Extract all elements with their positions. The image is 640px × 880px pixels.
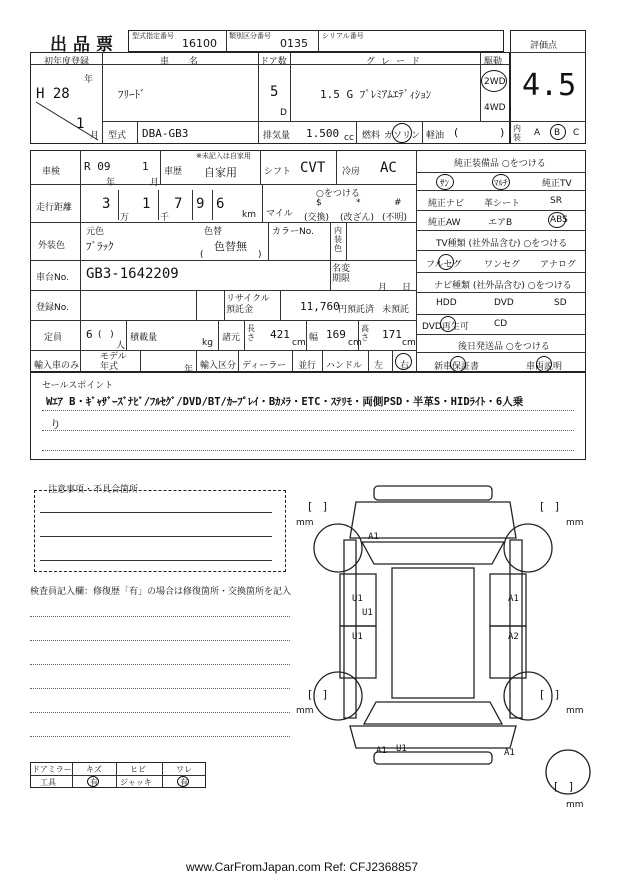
km-unit: km xyxy=(242,210,256,220)
drive-2wd-circle xyxy=(481,70,507,92)
door-type: D xyxy=(280,108,287,118)
tv-fullseg-circle xyxy=(438,254,454,270)
cooler: AC xyxy=(380,160,397,176)
width-label: 幅 xyxy=(309,333,319,343)
load-label: 積載量 xyxy=(130,333,158,343)
interior-b-circle xyxy=(550,124,566,140)
unknown: (不明) xyxy=(382,213,408,223)
sen-unit: 千 xyxy=(160,213,170,223)
mark-rear-a1: A1 xyxy=(376,746,387,756)
later-warranty-circle xyxy=(450,356,466,372)
navi-hdd: HDD xyxy=(436,298,457,308)
import-type-label: 輸入区分 xyxy=(200,361,237,371)
cooler-label: 冷房 xyxy=(342,167,361,177)
interior-label: 内装 xyxy=(513,124,521,142)
genuine-label: 純正装備品 ○をつける xyxy=(454,159,546,169)
history-note: ※未記入は自家用 xyxy=(196,152,251,160)
length-label: 長さ xyxy=(247,324,255,342)
equip-sr: SR xyxy=(550,196,562,206)
model-year-unit: 年 xyxy=(184,365,194,375)
legend-jack-circle xyxy=(177,776,189,787)
mileage-digit-3: 7 xyxy=(174,196,183,212)
chassis-label: 車台No. xyxy=(36,273,69,283)
tv-fullseg: フルセグ xyxy=(426,260,462,270)
month-unit: 月 xyxy=(90,131,100,141)
navi-dvd: DVD xyxy=(494,298,514,308)
handle-right: 右 xyxy=(400,361,410,371)
sales-point-line-1: Wｴｱ B・ｷﾞｬｻﾞｰｽﾞﾅﾋﾞ/ﾌﾙｾｸﾞ/DVD/BT/ｶｰﾌﾟﾚｲ・Bｶﾒﾗ・ETC・ｽﾃﾘﾓ・両側PSD・半革S・HIDﾗｲﾄ・6人乗 xyxy=(46,396,524,408)
fuel-label: 燃料 xyxy=(362,131,381,141)
mm-label-1: mm xyxy=(296,518,314,528)
unknown-mark: # xyxy=(394,198,402,208)
sales-point-line-2: り xyxy=(50,418,61,431)
legend-crack: ヒビ xyxy=(130,765,146,774)
interior-c: C xyxy=(573,128,580,138)
shaken-month-unit: 月 xyxy=(150,178,160,188)
legend-jack: ジャッキ xyxy=(120,778,152,787)
mark-left-sill-u1: U1 xyxy=(362,608,373,618)
legend-scratch: キズ xyxy=(86,765,102,774)
handle-right-circle xyxy=(395,353,412,370)
shift-label: シフト xyxy=(264,167,292,177)
person-unit: 人 xyxy=(116,341,126,351)
equip-navi: 純正ナビ xyxy=(428,199,465,209)
caution-label: 注意事項・不具合箇所 xyxy=(48,485,139,495)
dealer: ディーラー xyxy=(242,361,287,371)
model-year-label: モデル年式 xyxy=(100,352,127,372)
mark-left-door-u1: U1 xyxy=(352,594,363,604)
height-label: 高さ xyxy=(361,324,369,342)
legend-broken: ワレ xyxy=(176,765,192,774)
equip-abs-circle xyxy=(548,212,566,228)
equip-tv: 純正TV xyxy=(542,179,572,189)
mm-label-4: mm xyxy=(566,706,584,716)
length: 421 xyxy=(270,328,290,341)
mile-label: マイル xyxy=(266,209,293,219)
name-change-day: 日 xyxy=(402,283,412,293)
navi-dvd-play: DVD再生可 xyxy=(422,322,469,332)
legend-tools: 工具 xyxy=(40,778,56,787)
recycle-unit: 円預託済 xyxy=(338,305,375,315)
navi-cd: CD xyxy=(494,319,508,329)
mm-label-2: mm xyxy=(566,518,584,528)
year-unit: 年 xyxy=(84,75,94,85)
orig-color: ﾌﾞﾗｯｸ xyxy=(86,240,114,253)
kg-unit: kg xyxy=(202,338,213,348)
interior-b: B xyxy=(554,128,561,138)
category-label: 類別区分番号 xyxy=(229,32,271,40)
displacement-label: 排気量 xyxy=(263,131,291,141)
equip-airbag: エアB xyxy=(488,218,513,228)
drive-label: 駆動 xyxy=(484,57,503,67)
mark-front-a1: A1 xyxy=(368,532,379,542)
fuel-circle xyxy=(392,123,412,143)
legend-door-mirror: ドアミラー xyxy=(32,765,72,774)
exchange-mark: $ xyxy=(316,198,322,208)
tv-analog: アナログ xyxy=(540,260,577,270)
car-name: ﾌﾘｰﾄﾞ xyxy=(118,88,146,101)
first-reg-year: H 28 xyxy=(36,86,70,102)
rating-score: 4.5 xyxy=(522,68,577,103)
orig-color-label: 元色 xyxy=(86,227,105,237)
vehicle-type: DBA-GB3 xyxy=(142,127,189,140)
sheet-title: 出品票 xyxy=(50,35,119,55)
sales-point-label: セールスポイント xyxy=(42,381,114,391)
width: 169 xyxy=(326,328,346,341)
color-change: 色替無 xyxy=(214,240,247,253)
type-label: 型式 xyxy=(108,131,127,141)
drive-4wd: 4WD xyxy=(484,103,506,113)
tv-oneseg: ワンセグ xyxy=(484,260,521,270)
equip-leather: 革シート xyxy=(484,199,521,209)
drive-2wd: 2WD xyxy=(484,77,506,87)
name-change-month: 月 xyxy=(378,283,388,293)
capacity-label: 定員 xyxy=(44,333,63,343)
mm-label-3: mm xyxy=(296,706,314,716)
height: 171 xyxy=(382,328,402,341)
capacity: 6 xyxy=(86,328,93,341)
shaken-year-unit: 年 xyxy=(106,178,116,188)
shaken-label: 車検 xyxy=(42,167,61,177)
equip-sunroof-circle xyxy=(436,174,454,190)
parallel: 並行 xyxy=(298,361,317,371)
legend-tools-circle xyxy=(87,776,99,787)
category-no: 0135 xyxy=(280,37,308,50)
mark-right-door-a1: A1 xyxy=(508,594,519,604)
grade-label: グレード xyxy=(366,57,427,67)
mileage-digit-4: 9 xyxy=(196,196,205,212)
equip-abs: ABS xyxy=(550,215,568,225)
mm-label-5: mm xyxy=(566,800,584,810)
height-cm: cm xyxy=(402,338,416,348)
legend-jack-val: 有 xyxy=(180,778,188,787)
rating-label: 評価点 xyxy=(530,41,558,51)
grade: 1.5 G ﾌﾟﾚﾐｱﾑｴﾃﾞｨｼｮﾝ xyxy=(320,88,432,101)
modified-mark: * xyxy=(356,198,361,208)
recycle: 11,760 xyxy=(300,300,340,313)
color-change-label: 色替 xyxy=(204,227,223,237)
footer-ref: www.CarFromJapan.com Ref: CFJ2368857 xyxy=(186,860,419,874)
recycle-not: 未預託 xyxy=(382,305,410,315)
interior-color-label: 内装色 xyxy=(334,226,342,253)
fuel-gasoline: ガソリン xyxy=(384,131,421,141)
later-label: 後日発送品 ○をつける xyxy=(458,342,550,352)
mark-left-rear-u1: U1 xyxy=(352,632,363,642)
model-no: 16100 xyxy=(182,37,217,50)
cc-unit: cc xyxy=(344,133,354,143)
doors: 5 xyxy=(270,84,279,100)
later-warranty: 新車保証書 xyxy=(434,362,480,372)
shaken: R 09 xyxy=(84,160,111,173)
car-diagram xyxy=(296,478,596,818)
fuel-diesel: 軽油 xyxy=(426,131,445,141)
color-no-label: カラーNo. xyxy=(272,227,314,237)
width-cm: cm xyxy=(348,338,362,348)
man-unit: 万 xyxy=(120,213,130,223)
recycle-label: リサイクル預託金 xyxy=(226,294,270,315)
handle-left: 左 xyxy=(374,361,384,371)
equip-multi: ﾏﾙﾁ xyxy=(494,179,508,189)
equip-aw: 純正AW xyxy=(428,218,461,228)
model-no-label: 型式指定番号 xyxy=(132,32,174,40)
navi-dvd-play-circle xyxy=(440,316,456,332)
mark-rear-right-a1: A1 xyxy=(504,748,515,758)
sales-point-box xyxy=(30,372,586,460)
equip-multi-circle xyxy=(492,174,510,190)
later-manual: 車両説明 xyxy=(526,362,563,372)
shaken-month: 1 xyxy=(142,160,149,173)
color-label: 外装色 xyxy=(38,241,66,251)
inspector-label: 検査員記入欄：修復歴「有」の場合は修復箇所・交換箇所を記入 xyxy=(30,587,292,597)
navi-label: ナビ種類 (社外品含む) ○をつける xyxy=(434,281,572,291)
history-label: 車歴 xyxy=(164,167,183,177)
car-name-label: 車名 xyxy=(160,57,219,67)
mileage-digit-5: 6 xyxy=(216,196,225,212)
equip-sunroof: ｻﾝ xyxy=(440,179,450,189)
interior-a: A xyxy=(534,128,541,138)
mark-rear-u1: U1 xyxy=(396,744,407,754)
mileage-label: 走行距離 xyxy=(36,203,73,213)
first-reg-month: 1 xyxy=(76,116,85,132)
length-cm: cm xyxy=(292,338,306,348)
tv-label: TV種類 (社外品含む) ○をつける xyxy=(436,239,568,249)
chassis: GB3-1642209 xyxy=(86,266,179,282)
legend-tools-val: 有 xyxy=(90,778,98,787)
displacement: 1.500 xyxy=(306,127,340,140)
mark-right-rear-a2: A2 xyxy=(508,632,519,642)
import-label: 輸入車のみ xyxy=(34,361,80,371)
history: 自家用 xyxy=(204,166,237,179)
shift: CVT xyxy=(300,160,326,176)
name-change-label: 名変期限 xyxy=(332,264,351,284)
handle-label: ハンドル xyxy=(326,361,363,371)
reg-label: 登録No. xyxy=(36,303,69,313)
later-manual-circle xyxy=(536,356,552,372)
exchange: (交換) xyxy=(304,213,330,223)
first-reg-label: 初年度登録 xyxy=(44,57,90,67)
dim-label: 諸元 xyxy=(222,333,241,343)
modified: (改ざん) xyxy=(340,213,375,223)
mileage-digit-2: 1 xyxy=(142,196,151,212)
navi-sd: SD xyxy=(554,298,567,308)
circle-note: ○をつける xyxy=(316,189,360,199)
mileage-digit-1: 3 xyxy=(102,196,111,212)
serial-label: シリアル番号 xyxy=(322,32,364,40)
door-label: ドア数 xyxy=(260,57,287,67)
